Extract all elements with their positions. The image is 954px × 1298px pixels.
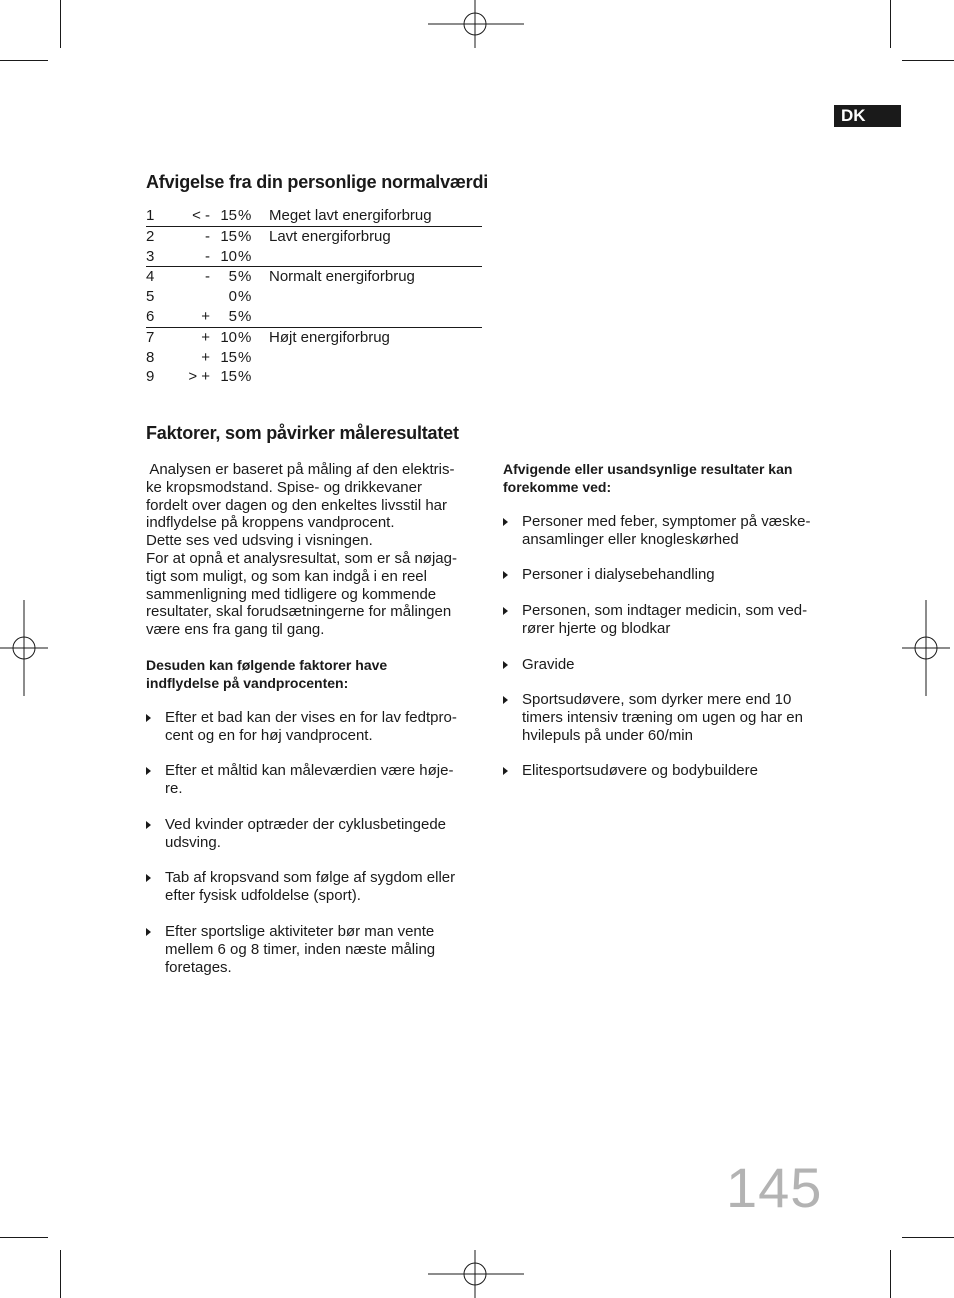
bullet-line: Personer med feber, symptomer på væske- <box>522 513 811 530</box>
bullet-text <box>165 923 435 977</box>
deviation-unit: % <box>238 368 252 386</box>
deviation-value: 15 <box>220 348 237 366</box>
deviation-value: 15 <box>220 207 237 224</box>
intro-line: Analysen er baseret på måling af den elektris- <box>146 461 455 478</box>
deviation-value: 10 <box>220 247 237 265</box>
right-subheading-line: Afvigende eller usandsynlige resultater kan <box>503 461 793 477</box>
deviation-unit: % <box>238 207 252 224</box>
bullet-line: mellem 6 og 8 timer, inden næste måling <box>165 941 436 958</box>
deviation-index: 5 <box>146 288 155 306</box>
registration-mark-icon <box>428 0 524 48</box>
deviation-index: 9 <box>146 368 155 386</box>
bullet-arrow-icon <box>503 518 508 526</box>
bullet-text <box>522 691 803 745</box>
deviation-row <box>146 266 482 287</box>
crop-mark <box>902 1237 954 1238</box>
bullet-line: cent og en for høj vandprocent. <box>165 727 373 744</box>
bullet-line: Sportsudøvere, som dyrker mere end 10 <box>522 691 792 708</box>
deviation-value: 15 <box>220 227 237 245</box>
crop-mark <box>902 60 954 61</box>
bullet-arrow-icon <box>146 714 151 722</box>
crop-mark <box>890 1250 891 1298</box>
deviation-index: 7 <box>146 328 155 346</box>
deviation-index: 1 <box>146 207 155 224</box>
bullet-line: Ved kvinder optræder der cyklusbetingede <box>165 816 447 833</box>
bullet-text <box>522 513 810 549</box>
bullet-arrow-icon <box>146 928 151 936</box>
intro-paragraph <box>146 461 486 639</box>
intro-line: ke kropsmodstand. Spise- og drikkevaner <box>146 478 422 496</box>
deviation-unit: % <box>238 328 252 346</box>
deviation-description: Meget lavt energiforbrug <box>269 207 432 224</box>
crop-mark <box>0 1237 48 1238</box>
intro-line: fordelt over dagen og den enkeltes livsstil har <box>146 496 448 514</box>
bullet-item <box>503 566 843 584</box>
bullet-line: Gravide <box>522 656 575 673</box>
deviation-index: 4 <box>146 268 155 286</box>
factors-section-title: Faktorer, som påvirker måleresultatet <box>146 423 459 443</box>
bullet-line: Tab af kropsvand som følge af sygdom eller <box>165 869 456 886</box>
registration-mark-icon <box>0 600 48 696</box>
bullet-line: Personen, som indtager medicin, som ved- <box>522 602 808 619</box>
deviation-sign: - <box>205 268 210 286</box>
bullet-text <box>165 762 453 798</box>
deviation-row <box>146 307 482 327</box>
bullet-text <box>522 762 758 780</box>
deviation-sign: + <box>201 307 210 325</box>
deviation-index: 2 <box>146 227 155 245</box>
bullet-item <box>503 762 843 780</box>
deviation-index: 3 <box>146 247 155 265</box>
deviation-index: 6 <box>146 307 155 325</box>
deviation-table <box>146 206 482 387</box>
registration-mark-icon <box>902 600 950 696</box>
deviation-unit: % <box>238 307 252 325</box>
intro-line: være ens fra gang til gang. <box>146 621 325 639</box>
deviation-value: 5 <box>228 307 237 325</box>
bullet-line: Efter et måltid kan måleværdien være høje- <box>165 762 454 779</box>
crop-mark <box>60 1250 61 1298</box>
bullet-item <box>146 709 486 745</box>
deviation-sign: - <box>205 247 210 265</box>
bullet-arrow-icon <box>146 767 151 775</box>
bullet-arrow-icon <box>146 821 151 829</box>
deviation-unit: % <box>238 268 252 286</box>
deviation-value: 15 <box>220 368 237 386</box>
deviation-sign: > + <box>188 368 210 386</box>
bullet-line: efter fysisk udfoldelse (sport). <box>165 887 361 904</box>
deviation-value: 5 <box>228 268 237 286</box>
right-subheading <box>503 461 843 497</box>
bullet-line: Efter et bad kan der vises en for lav fedtpro- <box>165 709 457 726</box>
intro-line: indflydelse på kroppens vandprocent. <box>146 514 395 532</box>
bullet-arrow-icon <box>503 607 508 615</box>
deviation-row <box>146 367 482 387</box>
bullet-text <box>522 656 575 674</box>
bullet-arrow-icon <box>503 696 508 704</box>
bullet-line: rører hjerte og blodkar <box>522 620 671 637</box>
bullet-line: hvilepuls på under 60/min <box>522 727 693 744</box>
bullet-arrow-icon <box>503 661 508 669</box>
deviation-description: Højt energiforbrug <box>269 328 390 346</box>
bullet-arrow-icon <box>503 767 508 775</box>
bullet-item <box>146 923 486 977</box>
deviation-row <box>146 226 482 247</box>
bullet-line: Personer i dialysebehandling <box>522 566 715 583</box>
deviation-description: Normalt energiforbrug <box>269 268 415 286</box>
bullet-line: re. <box>165 780 183 797</box>
bullet-item <box>503 656 843 674</box>
left-subheading <box>146 657 486 693</box>
intro-line: tigt som muligt, og som kan indgå i en reel <box>146 567 427 585</box>
deviation-row <box>146 206 482 226</box>
deviation-unit: % <box>238 288 252 306</box>
bullet-line: ansamlinger eller knogleskørhed <box>522 531 739 548</box>
bullet-text <box>522 566 715 584</box>
deviation-value: 10 <box>220 328 237 346</box>
intro-line: sammenligning med tidligere og kommende <box>146 585 437 603</box>
bullet-item <box>146 762 486 798</box>
bullet-text <box>165 869 455 905</box>
bullet-item <box>503 513 843 549</box>
crop-mark <box>890 0 891 48</box>
deviation-unit: % <box>238 247 252 265</box>
left-subheading-line: indflydelse på vandprocenten: <box>146 674 349 691</box>
crop-mark <box>0 60 48 61</box>
page-number: 145 <box>726 1156 823 1219</box>
bullet-line: timers intensiv træning om ugen og har en <box>522 709 803 726</box>
bullet-item <box>503 691 843 745</box>
deviation-sign: + <box>201 328 210 346</box>
left-subheading-line: Desuden kan følgende faktorer have <box>146 657 388 673</box>
deviation-row <box>146 287 482 307</box>
deviation-section-title: Afvigelse fra din personlige normalværdi <box>146 172 489 192</box>
deviation-index: 8 <box>146 348 155 366</box>
deviation-description: Lavt energiforbrug <box>269 227 391 245</box>
bullet-arrow-icon <box>146 874 151 882</box>
deviation-value: 0 <box>228 288 237 306</box>
right-subheading-line: forekomme ved: <box>503 478 612 495</box>
bullet-item <box>146 869 486 905</box>
registration-mark-icon <box>428 1250 524 1298</box>
deviation-sign: < - <box>192 207 210 224</box>
deviation-row <box>146 348 482 368</box>
bullet-text <box>522 602 807 638</box>
bullet-text <box>165 709 457 745</box>
bullet-item <box>146 816 486 852</box>
crop-mark <box>60 0 61 48</box>
bullet-arrow-icon <box>503 571 508 579</box>
deviation-unit: % <box>238 227 252 245</box>
deviation-unit: % <box>238 348 252 366</box>
bullet-line: foretages. <box>165 959 232 976</box>
bullet-line: udsving. <box>165 834 221 851</box>
deviation-sign: - <box>205 227 210 245</box>
deviation-row <box>146 327 482 348</box>
deviation-row <box>146 247 482 267</box>
intro-line: resultater, skal forudsætningerne for målingen <box>146 603 452 621</box>
bullet-line: Efter sportslige aktiviteter bør man vente <box>165 923 435 940</box>
intro-line: For at opnå et analysresultat, som er så nøjag- <box>146 549 457 567</box>
bullet-item <box>503 602 843 638</box>
language-tag: DK <box>834 105 901 127</box>
bullet-line: Elitesportsudøvere og bodybuildere <box>522 762 758 779</box>
intro-line: Dette ses ved udsving i visningen. <box>146 532 373 550</box>
bullet-text <box>165 816 446 852</box>
deviation-sign: + <box>201 348 210 366</box>
